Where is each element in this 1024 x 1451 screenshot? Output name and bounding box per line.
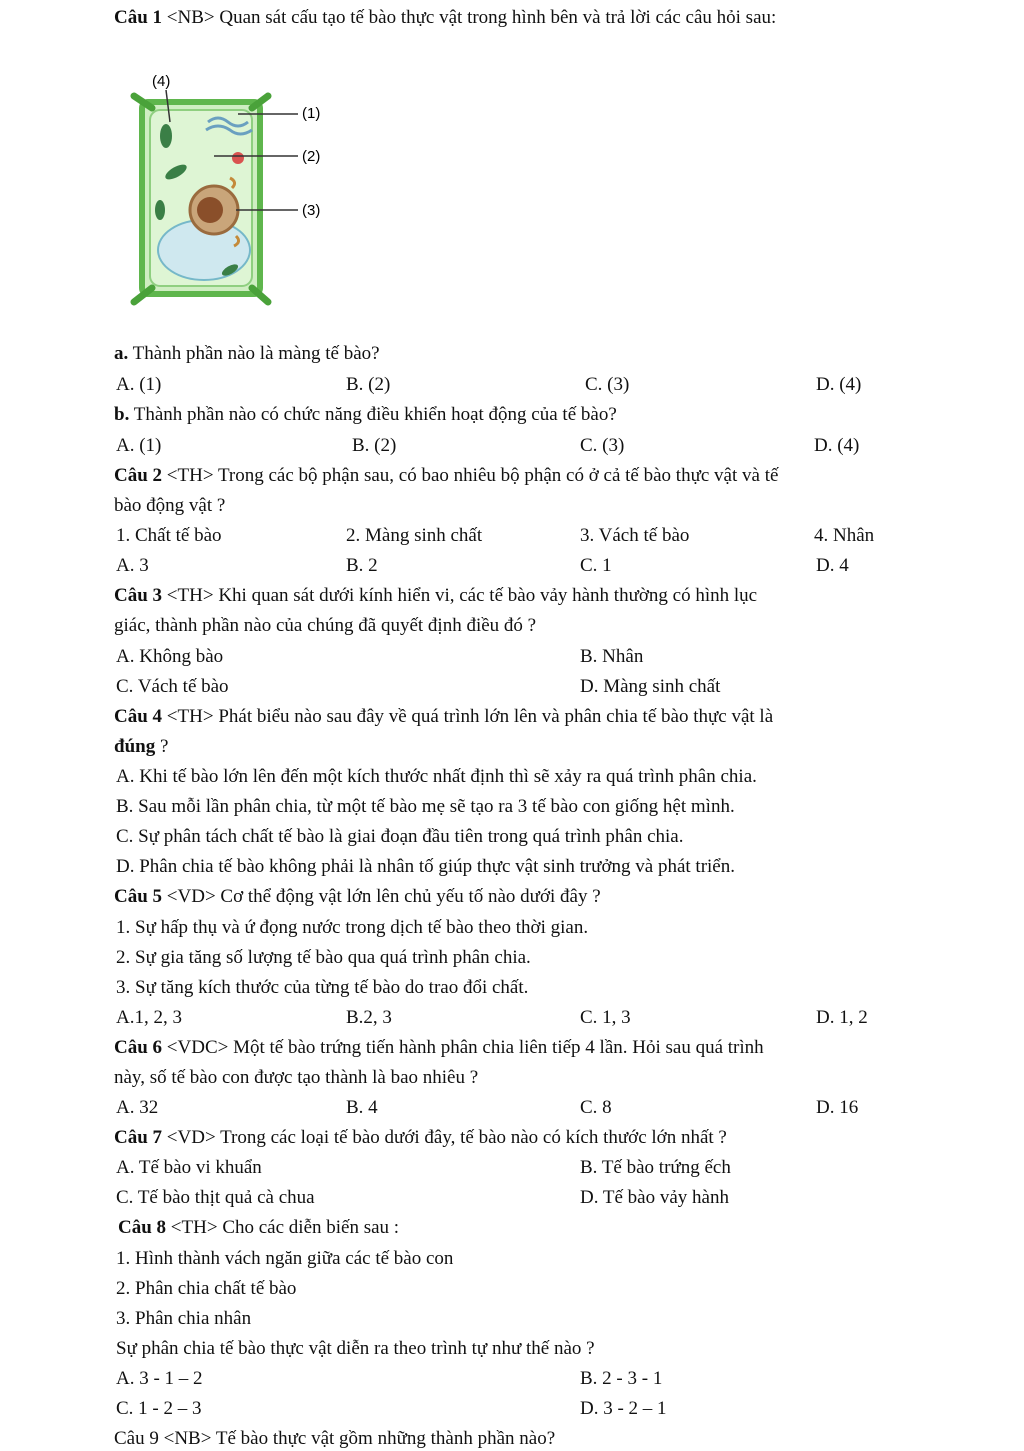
q5-item-2: 2. Sự gia tăng số lượng tế bào qua quá trình phân chia.: [116, 947, 531, 968]
q3-level: <TH>: [166, 585, 214, 606]
q1a-option-b[interactable]: B. (2): [346, 374, 391, 395]
ribosome-dot: [232, 152, 244, 164]
q8-number: Câu 8: [118, 1217, 167, 1238]
q5-text: Cơ thể động vật lớn lên chủ yếu tố nào dưới đây ?: [215, 886, 601, 907]
q2-option-d[interactable]: D. 4: [816, 555, 849, 576]
q2-text-2: bào động vật ?: [114, 495, 226, 516]
q1b-option-d[interactable]: D. (4): [814, 435, 860, 456]
q8-option-a[interactable]: A. 3 - 1 – 2: [116, 1368, 203, 1389]
q4-emphasis: đúng: [114, 736, 156, 757]
q7-heading: [114, 1126, 727, 1150]
q1b-option-c[interactable]: C. (3): [580, 435, 625, 456]
q6-option-c[interactable]: C. 8: [580, 1097, 612, 1118]
q5-number: Câu 5: [114, 886, 163, 907]
q7-text: Trong các loại tế bào dưới đây, tế bào nào có kích thước lớn nhất ?: [215, 1127, 727, 1148]
q1b-option-b[interactable]: B. (2): [352, 435, 397, 456]
q5-item-1: 1. Sự hấp thụ và ứ đọng nước trong dịch tế bào theo thời gian.: [116, 917, 589, 938]
q2-item-2: 2. Màng sinh chất: [346, 525, 483, 546]
q1-level: <NB>: [166, 7, 215, 28]
q1a-option-c[interactable]: C. (3): [585, 374, 630, 395]
figure-label-3: (3): [302, 202, 321, 219]
q1a-option-d[interactable]: D. (4): [816, 374, 862, 395]
q4-option-d[interactable]: D. Phân chia tế bào không phải là nhân tố giúp thực vật sinh trưởng và phát triển.: [116, 856, 735, 877]
q4-option-a[interactable]: A. Khi tế bào lớn lên đến một kích thước nhất định thì sẽ xảy ra quá trình phân chia.: [116, 766, 757, 787]
q1-heading: [114, 6, 776, 30]
q8-text: Cho các diễn biến sau :: [217, 1217, 400, 1238]
chloroplast-1: [160, 124, 172, 148]
q1b-label: b.: [114, 404, 130, 425]
q2-item-3: 3. Vách tế bào: [580, 525, 690, 546]
q8-option-c[interactable]: C. 1 - 2 – 3: [116, 1398, 202, 1419]
chloroplast-3: [155, 200, 165, 220]
figure-label-2: (2): [302, 148, 321, 165]
q3-text-2: giác, thành phần nào của chúng đã quyết định điều đó ?: [114, 615, 537, 636]
q1b-text: Thành phần nào có chức năng điều khiển hoạt động của tế bào?: [129, 404, 617, 425]
q6-option-b[interactable]: B. 4: [346, 1097, 378, 1118]
q4-text-2: [114, 735, 168, 759]
q5-heading: [114, 885, 601, 909]
q6-level: <VDC>: [166, 1037, 229, 1058]
q3-option-d[interactable]: D. Màng sinh chất: [580, 676, 721, 697]
q6-text-2: này, số tế bào con được tạo thành là bao nhiêu ?: [114, 1067, 479, 1088]
q3-number: Câu 3: [114, 585, 163, 606]
q2-option-c[interactable]: C. 1: [580, 555, 612, 576]
q2-text-1: Trong các bộ phận sau, có bao nhiêu bộ phận có ở cả tế bào thực vật và tế: [213, 465, 779, 486]
q8-item-2: 2. Phân chia chất tế bào: [116, 1278, 297, 1299]
q3-heading: [114, 584, 757, 608]
q5-option-d[interactable]: D. 1, 2: [816, 1007, 868, 1028]
q5-option-a[interactable]: A.1, 2, 3: [116, 1007, 182, 1028]
q4-text-1: Phát biểu nào sau đây về quá trình lớn lên và phân chia tế bào thực vật là: [213, 706, 774, 727]
q7-level: <VD>: [166, 1127, 216, 1148]
q6-option-a[interactable]: A. 32: [116, 1097, 159, 1118]
q1a-question: [114, 342, 380, 366]
q3-option-b[interactable]: B. Nhân: [580, 646, 644, 667]
figure-label-1: (1): [302, 105, 321, 122]
q6-heading: [114, 1036, 764, 1060]
q8-question: Sự phân chia tế bào thực vật diễn ra theo trình tự như thế nào ?: [116, 1338, 595, 1359]
q9-text: Tế bào thực vật gồm những thành phần nào?: [211, 1428, 556, 1449]
q9-level: <NB>: [163, 1428, 212, 1449]
q3-option-c[interactable]: C. Vách tế bào: [116, 676, 229, 697]
q2-item-4: 4. Nhân: [814, 525, 875, 546]
q6-number: Câu 6: [114, 1037, 163, 1058]
q8-item-3: 3. Phân chia nhân: [116, 1308, 252, 1329]
q7-number: Câu 7: [114, 1127, 163, 1148]
q8-option-b[interactable]: B. 2 - 3 - 1: [580, 1368, 663, 1389]
q5-option-c[interactable]: C. 1, 3: [580, 1007, 631, 1028]
nucleolus: [197, 197, 223, 223]
q2-option-b[interactable]: B. 2: [346, 555, 378, 576]
q1b-option-a[interactable]: A. (1): [116, 435, 162, 456]
q3-option-a[interactable]: A. Không bào: [116, 646, 224, 667]
q4-option-b[interactable]: B. Sau mỗi lần phân chia, từ một tế bào mẹ sẽ tạo ra 3 tế bào con giống hệt mình.: [116, 796, 735, 817]
q1a-text: Thành phần nào là màng tế bào?: [128, 343, 380, 364]
q7-option-d[interactable]: D. Tế bào vảy hành: [580, 1187, 729, 1208]
q2-heading: [114, 464, 778, 488]
q3-text-1: Khi quan sát dưới kính hiển vi, các tế bào vảy hành thường có hình lục: [213, 585, 758, 606]
q4-heading: [114, 705, 773, 729]
q4-number: Câu 4: [114, 706, 163, 727]
q5-item-3: 3. Sự tăng kích thước của từng tế bào do trao đổi chất.: [116, 977, 529, 998]
q2-option-a[interactable]: A. 3: [116, 555, 149, 576]
q9-number: Câu 9: [114, 1428, 159, 1449]
q6-option-d[interactable]: D. 16: [816, 1097, 859, 1118]
q5-level: <VD>: [166, 886, 216, 907]
q6-text-1: Một tế bào trứng tiến hành phân chia liên tiếp 4 lần. Hỏi sau quá trình: [228, 1037, 764, 1058]
q7-option-a[interactable]: A. Tế bào vi khuẩn: [116, 1157, 262, 1178]
q1-number: Câu 1: [114, 7, 163, 28]
q1-text: Quan sát cấu tạo tế bào thực vật trong hình bên và trả lời các câu hỏi sau:: [214, 7, 777, 28]
plant-cell-figure: [112, 60, 332, 316]
q1a-label: a.: [114, 343, 129, 364]
figure-label-4: (4): [152, 73, 171, 90]
q1b-question: [114, 403, 617, 427]
q7-option-c[interactable]: C. Tế bào thịt quả cà chua: [116, 1187, 315, 1208]
q4-level: <TH>: [166, 706, 214, 727]
q1a-option-a[interactable]: A. (1): [116, 374, 162, 395]
q2-level: <TH>: [166, 465, 214, 486]
q7-option-b[interactable]: B. Tế bào trứng ếch: [580, 1157, 731, 1178]
q5-option-b[interactable]: B.2, 3: [346, 1007, 392, 1028]
q9-heading: [114, 1427, 555, 1451]
q2-item-1: 1. Chất tế bào: [116, 525, 222, 546]
q8-level: <TH>: [170, 1217, 218, 1238]
q8-item-1: 1. Hình thành vách ngăn giữa các tế bào con: [116, 1248, 454, 1269]
q4-option-c[interactable]: C. Sự phân tách chất tế bào là giai đoạn đầu tiên trong quá trình phân chia.: [116, 826, 684, 847]
q2-number: Câu 2: [114, 465, 163, 486]
q8-option-d[interactable]: D. 3 - 2 – 1: [580, 1398, 667, 1419]
q4-text-2-tail: ?: [155, 736, 169, 757]
q8-heading: [118, 1216, 399, 1240]
